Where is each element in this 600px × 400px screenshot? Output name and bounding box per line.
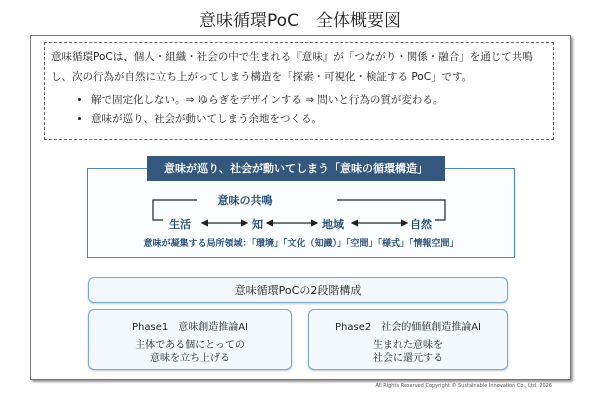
node-nature: 自然 [410, 218, 432, 231]
phase-header: 意味循環PoCの2段階構成 [88, 277, 508, 303]
phase2-card [308, 309, 508, 370]
cycle-header: 意味が巡り、社会が動いてしまう「意味の循環構造」 [147, 156, 445, 181]
intro-box [44, 42, 554, 140]
phase1-desc-line: 主体である個にとっての [135, 340, 245, 351]
phase2-title: Phase2 社会的価値創造推論AI [334, 322, 481, 333]
node-life: 生活 [169, 218, 191, 231]
node-knowledge: 知 [252, 218, 263, 231]
page-title: 意味循環PoC 全体概要図 [199, 11, 401, 31]
phase1-desc-line: 意味を立ち上げる [150, 353, 230, 364]
phase1-title: Phase1 意味創造推論AI [131, 322, 248, 333]
phase1-card [88, 309, 292, 370]
resonance-label: 意味の共鳴 [197, 192, 293, 208]
phase1-desc [89, 339, 291, 365]
copyright: All Rights Reserved Copyright © Sustainable Innovation Co., Ltd. 2026 [375, 383, 552, 389]
intro-bullet: • 解で固定化しない。⇒ ゆらぎをデザインする ⇒ 問いと行為の質が変わる。 [91, 91, 547, 110]
intro-bullet: • 意味が巡り、社会が動いてしまう余地をつくる。 [91, 110, 547, 129]
intro-text: 意味循環PoCは、個人・組織・社会の中で生まれる『意味』が「つながり・関係・融合」を通じて共鳴し、次の行為が自然に立ち上がってしまう構造を「探索・可視化・検証する PoC」です。 [51, 51, 533, 83]
phase2-desc-line: 生まれた意味を [373, 340, 443, 351]
phase2-desc-line: 社会に還元する [373, 353, 443, 364]
node-region: 地域 [322, 218, 344, 231]
phase2-desc [309, 339, 507, 365]
loci-text: 意味が凝集する局所領域：「環境」「文化（知識）」「空間」「様式」「情報空間」 [143, 239, 459, 249]
cycle-diagram [87, 180, 515, 236]
